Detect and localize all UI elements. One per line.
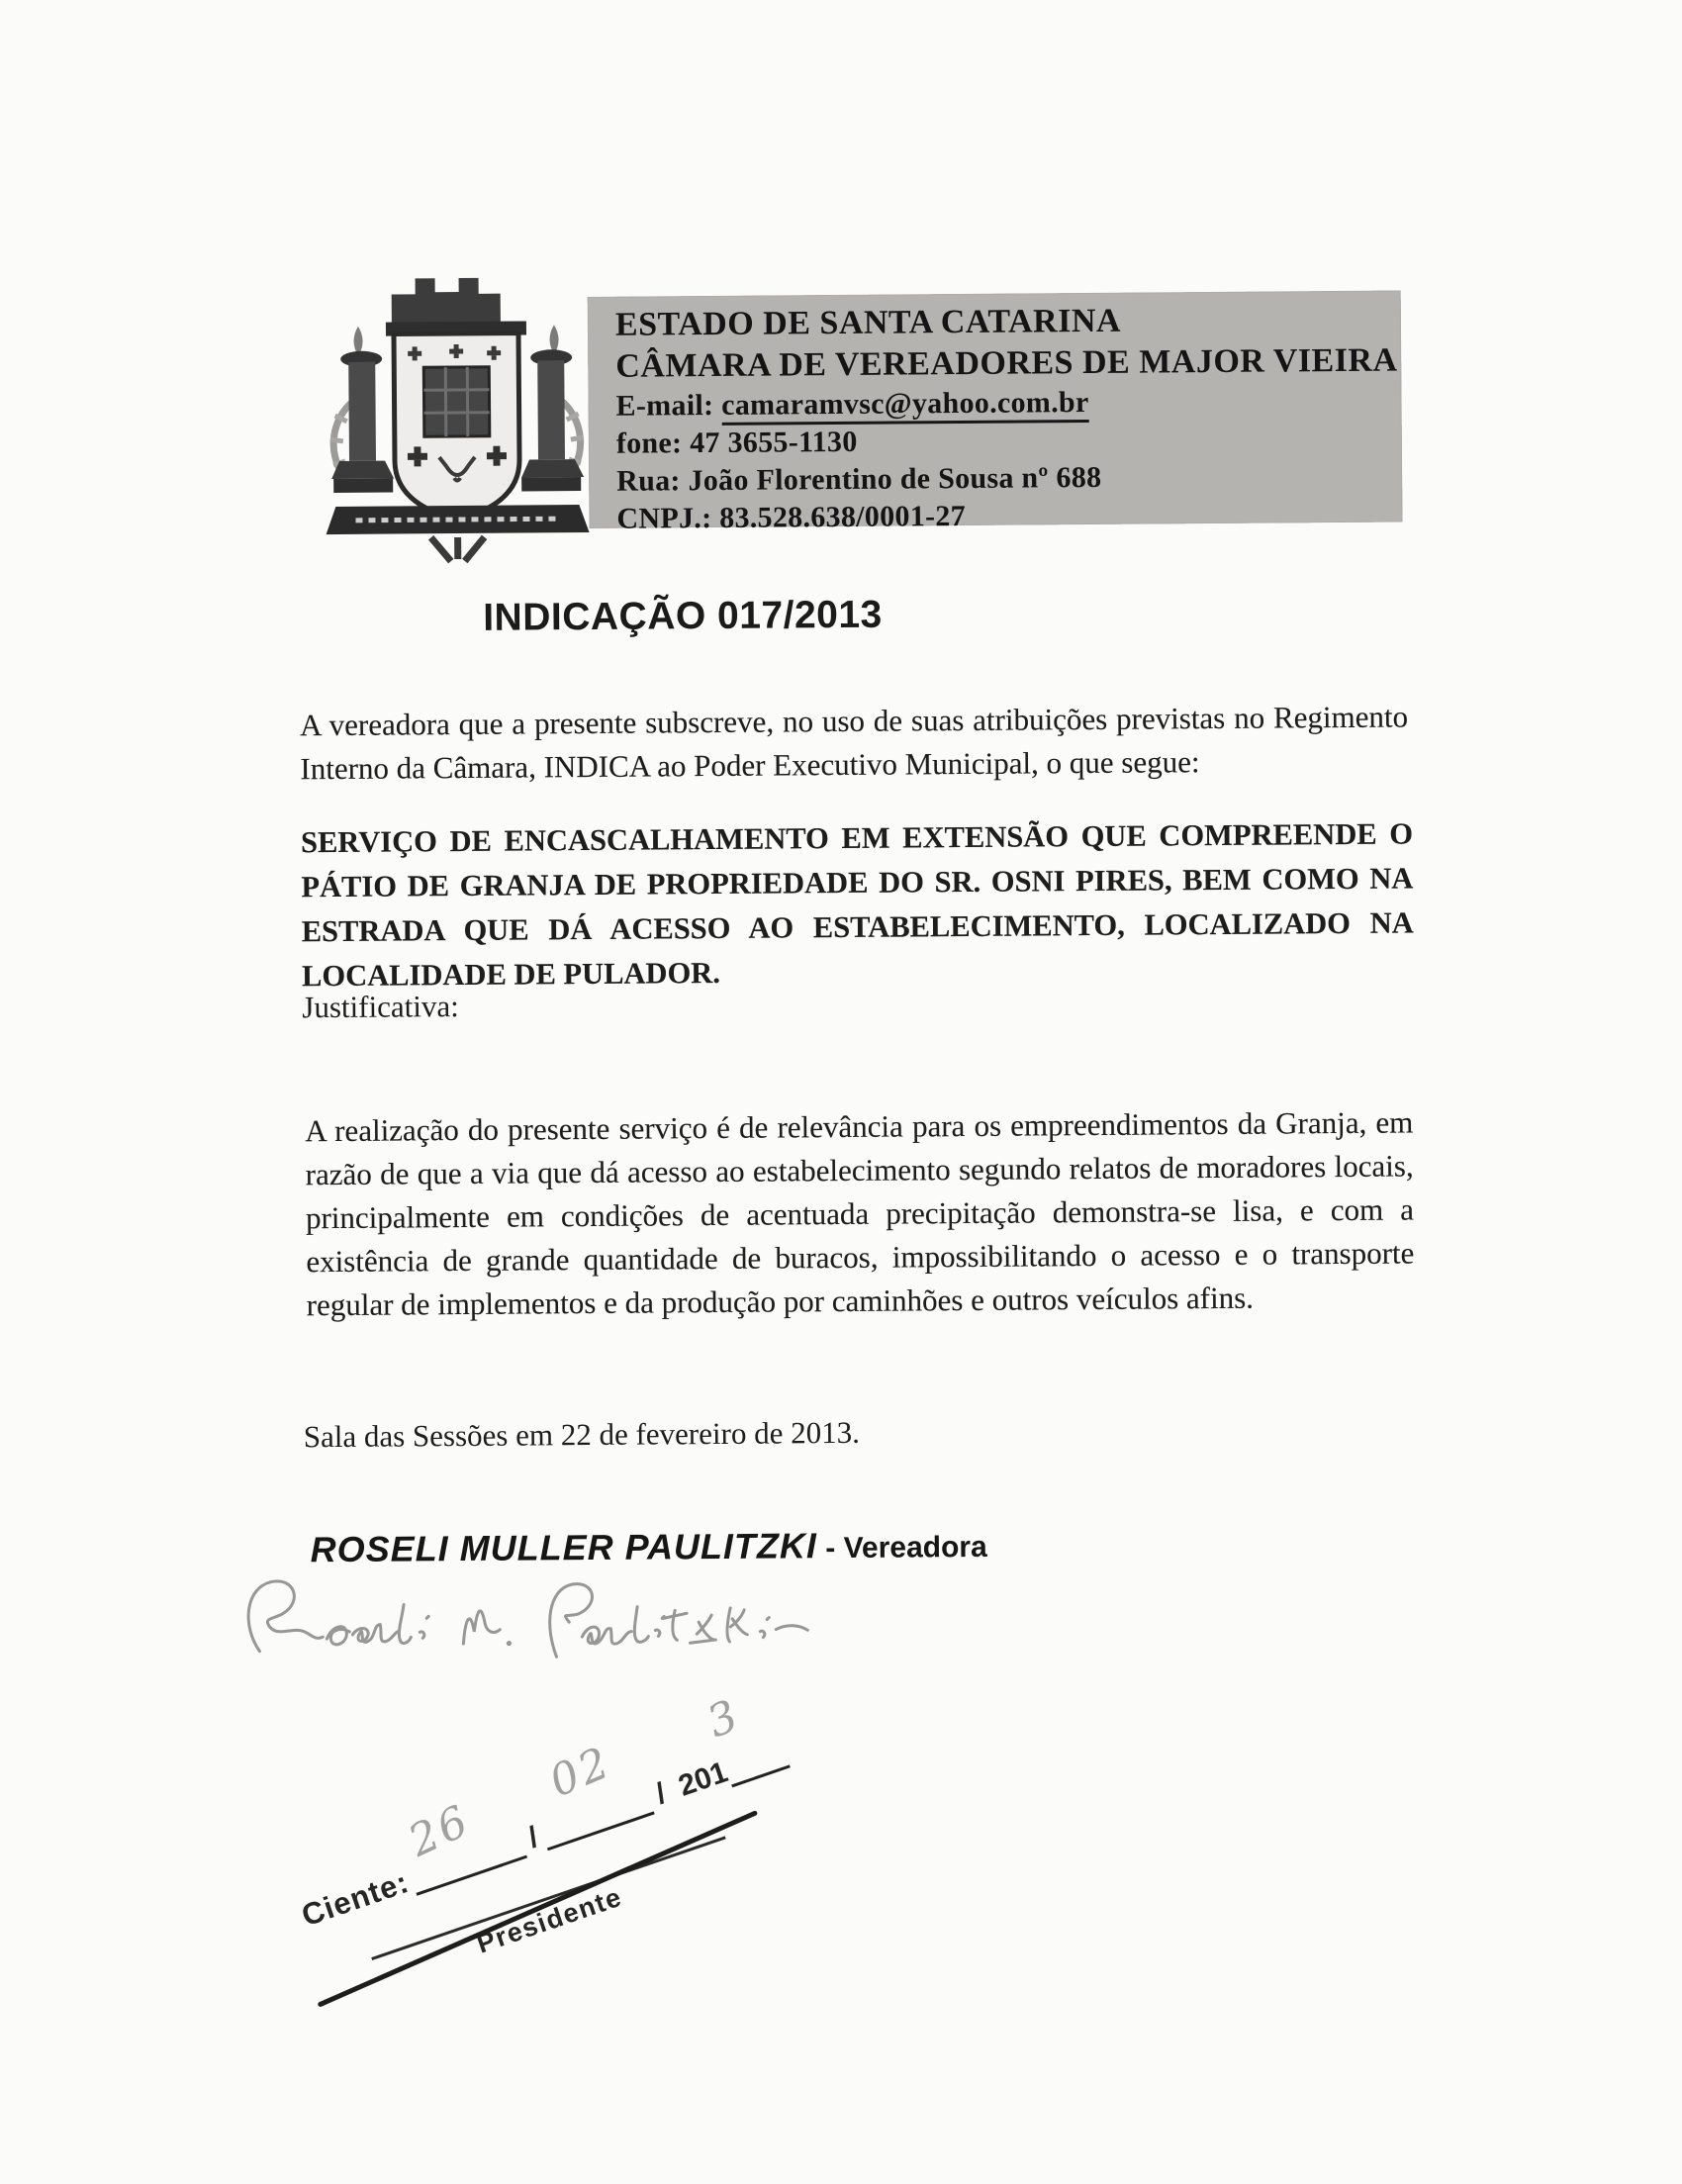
- handwritten-month: 02: [542, 1737, 619, 1808]
- justification-paragraph: A realização do presente serviço é de relevância para os empreendimentos da Granja, em razão de que a via que dá acesso ao estabelecimento segundo relatos de moradores locais, principalmente em condições de acentuada precipitação demonstra-se lisa, e com a existência de grande quantidade de buracos, impossibilitando o acesso e o transporte regular de implementos e da produção por caminhões e outros veículos afins.: [305, 1104, 1415, 1323]
- year-prefix: 201: [674, 1756, 732, 1803]
- date-separator: /: [523, 1820, 543, 1854]
- coat-of-arms: [312, 261, 601, 565]
- letterhead-cnpj: CNPJ.: 83.528.638/0001-27: [616, 499, 967, 535]
- date-separator: /: [651, 1776, 671, 1811]
- letterhead-state: ESTADO DE SANTA CATARINA: [614, 302, 1122, 343]
- ciente-label: Ciente:: [297, 1863, 414, 1934]
- signatory-role: - Vereadora: [816, 1530, 987, 1566]
- handwritten-signature: [230, 1551, 913, 1689]
- letterhead-address: Rua: João Florentino de Sousa nº 688: [616, 460, 1102, 498]
- email-label: E-mail:: [615, 388, 722, 423]
- letterhead-chamber: CÂMARA DE VEREADORES DE MAJOR VIEIRA: [615, 341, 1398, 385]
- intro-paragraph: A vereadora que a presente subscreve, no uso de suas atribuições previstas no Regimento Interno da Câmara, INDICA ao Poder Executivo Municipal, o que segue:: [299, 699, 1409, 787]
- handwritten-day: 26: [401, 1795, 479, 1867]
- ciente-stamp: [289, 1689, 808, 2027]
- letterhead-email-line: [615, 382, 1401, 426]
- justification-label: Justificativa:: [302, 989, 459, 1025]
- subject-paragraph: SERVIÇO DE ENCASCALHAMENTO EM EXTENSÃO QUE COMPREENDE O PÁTIO DE GRANJA DE PROPRIEDADE DO SR. OSNI PIRES, BEM COMO NA ESTRADA QUE DÁ ACESSO AO ESTABELECIMENTO, LOCALIZADO NA LOCALIDADE DE PULADOR.: [300, 815, 1414, 993]
- president-label: Presidente: [473, 1881, 626, 1959]
- signatory-name: ROSELI MULLER PAULITZKI: [310, 1525, 818, 1570]
- letterhead: [588, 291, 1403, 535]
- handwritten-year-digit: 3: [700, 1689, 748, 1749]
- document-title: INDICAÇÃO 017/2013: [483, 593, 883, 639]
- email-address: camaramvsc@yahoo.com.br: [721, 386, 1089, 426]
- letterhead-phone: fone: 47 3655-1130: [615, 425, 858, 460]
- session-date-line: Sala das Sessões em 22 de fevereiro de 2013.: [303, 1414, 861, 1455]
